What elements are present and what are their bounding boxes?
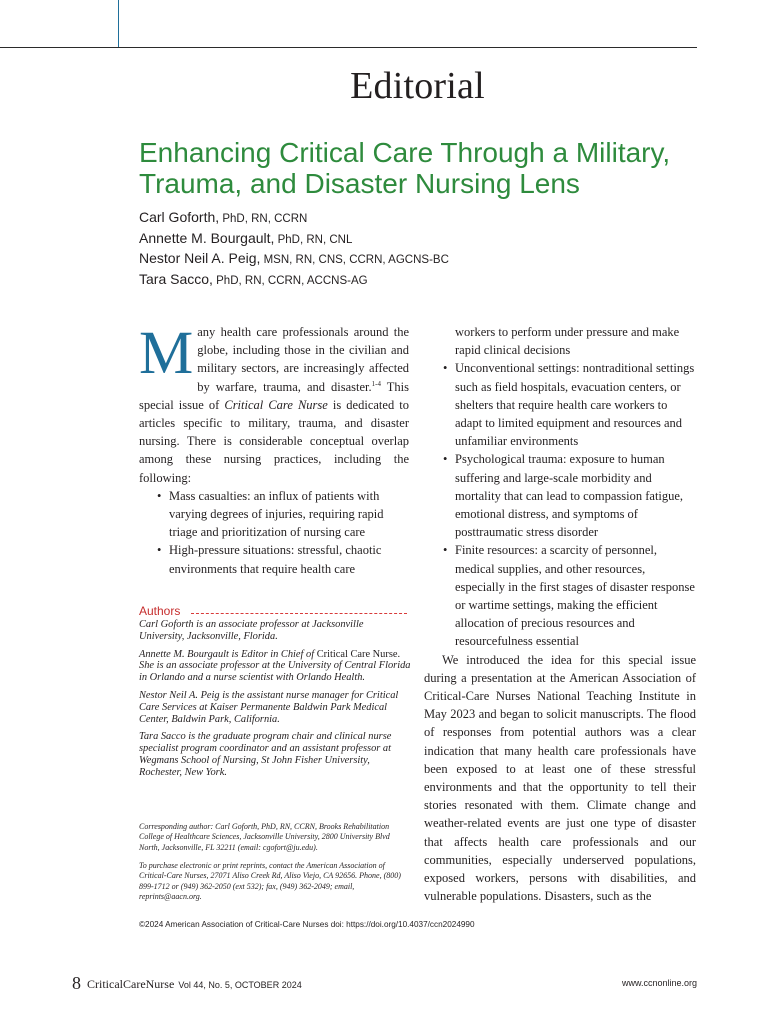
header-vertical-rule xyxy=(118,0,119,48)
journal-title: CriticalCareNurse xyxy=(87,977,175,991)
author-name: Carl Goforth, xyxy=(139,209,220,225)
author-line xyxy=(139,270,449,291)
author-bios xyxy=(139,619,411,785)
author-name: Nestor Neil A. Peig, xyxy=(139,250,261,266)
article-title: Enhancing Critical Care Through a Military, Trauma, and Disaster Nursing Lens xyxy=(139,137,671,199)
author-bio: Nestor Neil A. Peig is the assistant nurse manager for Critical Care Services at Kaiser Permanente Baldwin Park Medical Center, Baldwin Park, California. xyxy=(139,689,399,725)
intro-text: any health care professionals around the globe, including those in the civilian and military sectors, are increasingly affected by warfare, trauma, and disaster. xyxy=(197,325,409,394)
author-line xyxy=(139,208,449,229)
reprints-note xyxy=(139,861,411,902)
journal-name: Critical Care Nurse xyxy=(224,397,328,412)
authors-bio-heading xyxy=(139,604,409,620)
intro-paragraph xyxy=(139,320,410,487)
author-bio: Carl Goforth is an associate professor at Jacksonville University, Jacksonville, Florida. xyxy=(139,619,364,642)
author-credentials: MSN, RN, CNS, CCRN, AGCNS-BC xyxy=(260,254,449,266)
author-bio: Tara Sacco is the graduate program chair and clinical nurse specialist program coordinator and an assistant professor at Wegmans School of Nursing, St John Fisher University, Rochester, New York. xyxy=(139,731,392,778)
list-item-continuation: workers to perform under pressure and make rapid clinical decisions xyxy=(455,325,680,358)
journal-name: Critical Care Nurse. xyxy=(316,648,401,660)
reference-superscript: 1-4 xyxy=(371,379,381,388)
section-label xyxy=(0,64,768,108)
author-credentials: PhD, RN, CCRN xyxy=(219,213,308,225)
body-column-right xyxy=(424,323,696,906)
page-footer xyxy=(72,973,302,994)
page-number: 8 xyxy=(72,973,81,993)
intro-text: This special issue of xyxy=(139,379,410,412)
list-item: • Mass casualties: an influx of patients with varying degrees of injuries, requiring rapid triage and prioritization of nursing care xyxy=(169,487,409,542)
author-name: Annette M. Bourgault, xyxy=(139,229,275,246)
list-item: • Finite resources: a scarcity of personnel, medical supplies, and other resources, especially in the first stages of disaster response or wartime settings, making the efficient allocation of precious resources and resourcefulness essential xyxy=(455,541,696,650)
overlap-list-continued xyxy=(424,359,696,650)
reprints-text: To purchase electronic or print reprints, contact the American Association of Critical-Care Nurses, 27071 Aliso Creek Rd, Aliso Viejo, CA 92656. Phone, (800) 899-1712 or (949) 362-2050 (ext 532); fax, (949) 362-2049; email, reprints@aacn.org. xyxy=(139,861,401,901)
author-bio xyxy=(139,649,411,684)
drop-cap: M xyxy=(139,320,194,387)
bio-heading-text: Authors xyxy=(139,604,181,618)
overlap-list xyxy=(139,487,409,578)
bio-text: Annette M. Bourgault is Editor in Chief of xyxy=(139,648,317,660)
author-line xyxy=(139,249,449,270)
list-item: • Unconventional settings: nontraditional settings such as field hospitals, evacuation centers, or shelters that require health care workers to adapt to limited equipment and resources and unfamiliar environments xyxy=(455,359,696,450)
body-paragraph: We introduced the idea for this special issue during a presentation at the American Association of Critical-Care Nurses National Teaching Institute in May 2023 and began to solicit manuscripts. The flood of responses from potential authors was a clear indication that many health care professionals have been exposed to at least one of these stressful environments and that the opportunity to tell their stories resonated with them. Climate change and weather-related events are just one type of disaster that affects health care professionals and our communities, especially underserved populations, exposed workers, persons with disabilities, and vulnerable populations. Disasters, such as the xyxy=(424,652,696,904)
copyright-doi: ©2024 American Association of Critical-Care Nurses doi: https://doi.org/10.4037/ccn2024990 xyxy=(139,920,475,929)
dashed-divider xyxy=(191,613,407,614)
author-credentials: PhD, RN, CNL xyxy=(274,233,353,246)
header-horizontal-rule xyxy=(0,47,697,48)
corresponding-author-note xyxy=(139,822,411,853)
list-item: • Psychological trauma: exposure to human suffering and large-scale morbidity and mortality that can lead to compassion fatigue, emotional distress, and symptoms of posttraumatic stress disorder xyxy=(455,450,696,541)
corresponding-text: Corresponding author: Carl Goforth, PhD, RN, CCRN, Brooks Rehabilitation College of Healthcare Sciences, Jacksonville University, 2800 University Blvd North, Jacksonville, FL 32211 (email: cgofort@ju.edu). xyxy=(139,822,390,852)
author-name: Tara Sacco, xyxy=(139,270,213,287)
bio-text: She is an associate professor at the University of Central Florida in Orlando and a nurse scientist with Orlando Health. xyxy=(139,660,411,684)
list-item: • High-pressure situations: stressful, chaotic environments that require health care xyxy=(169,541,409,577)
author-credentials: PhD, RN, CCRN, ACCNS-AG xyxy=(212,274,368,287)
journal-url: www.ccnonline.org xyxy=(621,978,697,988)
section-label-text: Editorial xyxy=(350,65,485,107)
issue-info: Vol 44, No. 5, OCTOBER 2024 xyxy=(178,980,302,990)
body-column-left xyxy=(139,320,410,578)
author-line xyxy=(139,229,449,250)
intro-text: is dedicated to articles specific to military, trauma, and disaster nursing. There is considerable conceptual overlap among these nursing practices, including the following: xyxy=(139,397,409,485)
author-list xyxy=(139,208,449,290)
